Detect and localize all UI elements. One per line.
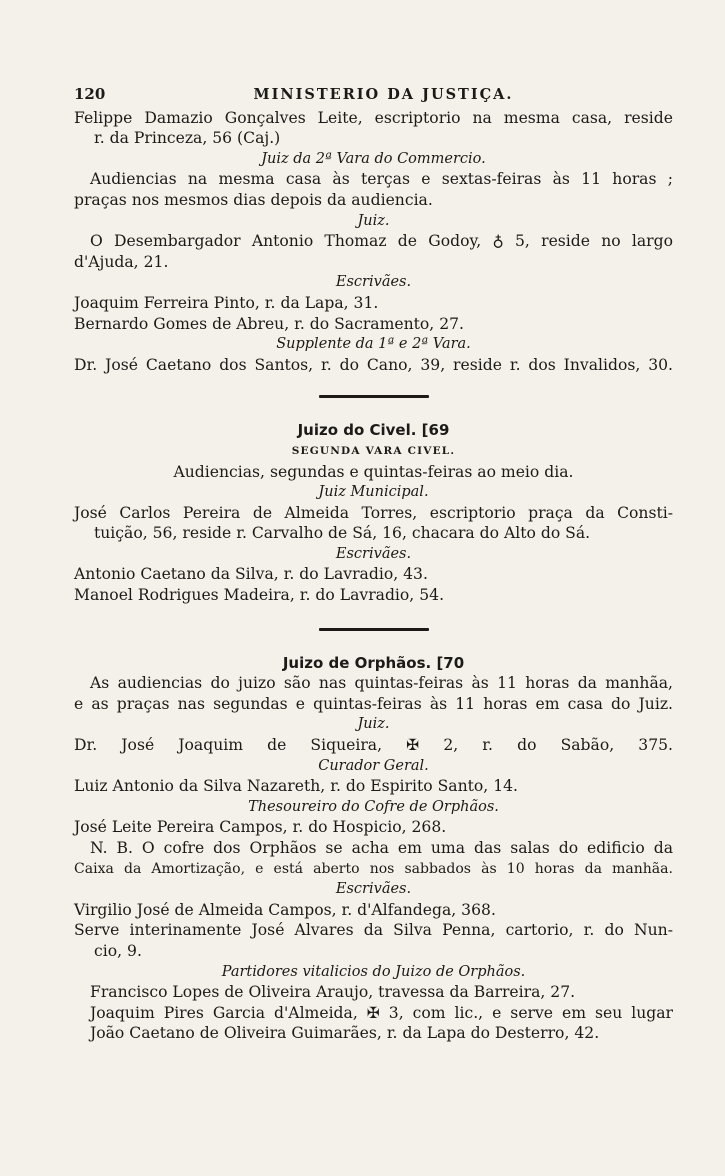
heading-italic: Escrivães. bbox=[335, 545, 412, 562]
entry-line: O Desembargador Antonio Thomaz de Godoy, ♁ 5, reside no largo bbox=[90, 232, 673, 251]
entry-line: João Caetano de Oliveira Guimarães, r. da Lapa do Desterro, 42. bbox=[90, 1024, 600, 1043]
entry-line: e as praças nas segundas e quintas-feiras às 11 horas em casa do Juiz. bbox=[74, 694, 673, 713]
entry-line: Francisco Lopes de Oliveira Araujo, travessa da Barreira, 27. bbox=[90, 983, 576, 1002]
entry-line: Luiz Antonio da Silva Nazareth, r. do Espirito Santo, 14. bbox=[74, 777, 518, 796]
entry-line: Virgilio José de Almeida Campos, r. d'Alfandega, 368. bbox=[74, 900, 496, 919]
running-header bbox=[74, 84, 673, 106]
heading-italic: Supplente da 1ª e 2ª Vara. bbox=[276, 336, 471, 353]
section-subtitle: SEGUNDA VARA CIVEL. bbox=[291, 444, 456, 457]
heading-italic: Curador Geral. bbox=[318, 757, 429, 774]
entry-line: praças nos mesmos dias depois da audiencia. bbox=[74, 190, 433, 209]
entry-line: José Leite Pereira Campos, r. do Hospicio, 268. bbox=[74, 818, 447, 837]
entry-line: Felippe Damazio Gonçalves Leite, escriptorio na mesma casa, reside bbox=[74, 108, 673, 127]
entry-line: Joaquim Ferreira Pinto, r. da Lapa, 31. bbox=[74, 293, 379, 312]
heading-italic: Juiz Municipal. bbox=[318, 484, 429, 501]
section-divider bbox=[319, 628, 429, 631]
page-number: 120 bbox=[74, 85, 106, 103]
entry-line: Dr. José Caetano dos Santos, r. do Cano, 39, reside r. dos Invalidos, 30. bbox=[74, 355, 673, 374]
entry-line: Audiencias, segundas e quintas-feiras ao meio dia. bbox=[173, 462, 574, 481]
heading-italic: Thesoureiro do Cofre de Orphãos. bbox=[248, 798, 499, 815]
entry-line: Bernardo Gomes de Abreu, r. do Sacramento, 27. bbox=[74, 314, 465, 333]
entry-line: José Carlos Pereira de Almeida Torres, escriptorio praça da Consti- bbox=[74, 503, 673, 522]
heading-italic: Juiz da 2ª Vara do Commercio. bbox=[261, 150, 486, 167]
entry-line: Audiencias na mesma casa às terças e sextas-feiras às 11 horas ; bbox=[90, 170, 673, 189]
heading-italic: Escrivães. bbox=[335, 881, 412, 898]
entry-line: Caixa da Amortização, e está aberto nos sabbados às 10 horas da manhãa. bbox=[74, 860, 673, 877]
running-title: MINISTERIO DA JUSTIÇA. bbox=[253, 86, 514, 103]
entry-line: N. B. O cofre dos Orphãos se acha em uma das salas do edificio da bbox=[90, 839, 673, 857]
entry-line: Manoel Rodrigues Madeira, r. do Lavradio, 54. bbox=[74, 586, 445, 605]
section-title-orphaos: Juizo de Orphãos. [70 bbox=[282, 653, 465, 672]
entry-line: cio, 9. bbox=[94, 941, 142, 960]
heading-italic: Juiz. bbox=[357, 716, 390, 733]
heading-italic: Juiz. bbox=[357, 212, 390, 229]
heading-italic: Escrivães. bbox=[335, 274, 412, 291]
section-title-civel: Juizo do Civel. [69 bbox=[297, 421, 450, 440]
entry-line: r. da Princeza, 56 (Caj.) bbox=[94, 129, 281, 148]
heading-italic: Partidores vitalicios do Juizo de Orphãos. bbox=[221, 963, 526, 980]
entry-line: tuição, 56, reside r. Carvalho de Sá, 16, chacara do Alto do Sá. bbox=[94, 524, 591, 543]
entry-line: Joaquim Pires Garcia d'Almeida, ✠ 3, com lic., e serve em seu lugar bbox=[90, 1003, 673, 1022]
section-divider bbox=[319, 395, 429, 398]
entry-line: d'Ajuda, 21. bbox=[74, 252, 169, 271]
entry-line: As audiencias do juizo são nas quintas-feiras às 11 horas da manhãa, bbox=[90, 674, 673, 693]
entry-line: Serve interinamente José Alvares da Silva Penna, cartorio, r. do Nun- bbox=[74, 921, 673, 940]
entry-line: Dr. José Joaquim de Siqueira, ✠ 2, r. do Sabão, 375. bbox=[74, 736, 673, 755]
entry-line: Antonio Caetano da Silva, r. do Lavradio, 43. bbox=[74, 565, 428, 584]
